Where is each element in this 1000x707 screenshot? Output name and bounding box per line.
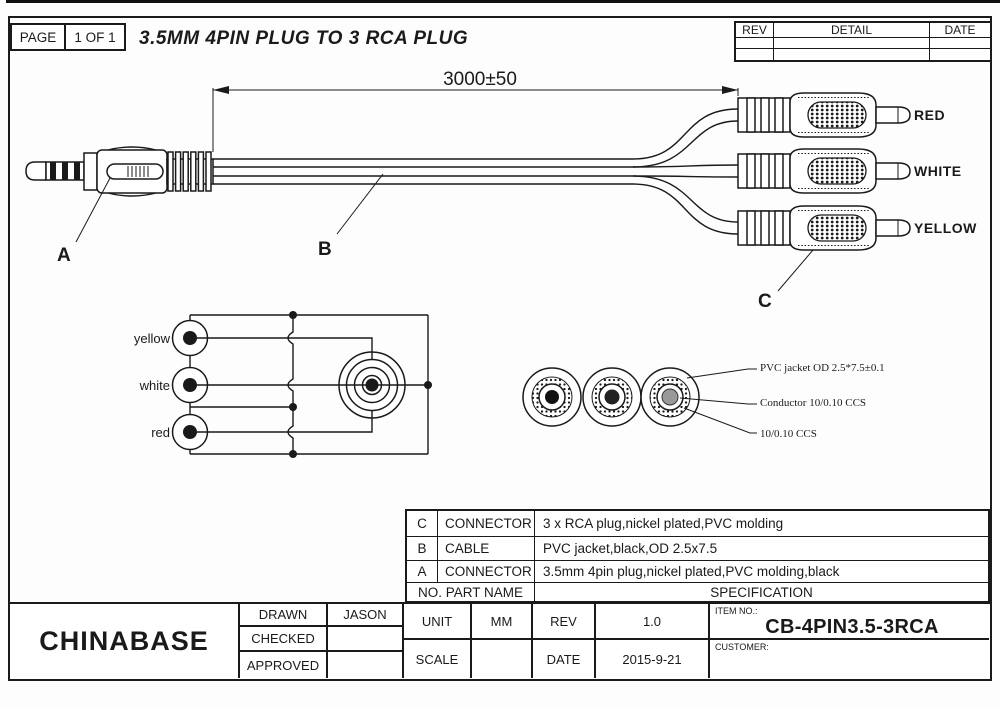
checked-value (328, 627, 404, 652)
part-spec: 3.5mm 4pin plug,nickel plated,PVC molding,black (535, 561, 988, 583)
customer-label: CUSTOMER: (715, 642, 769, 652)
schematic-label-yellow: yellow (133, 331, 170, 346)
rev-label: REV (533, 604, 596, 640)
checked-label: CHECKED (240, 627, 328, 652)
page-value: 1 OF 1 (74, 29, 116, 45)
rca-label-white: WHITE (914, 163, 962, 179)
note-pvc-jacket: PVC jacket OD 2.5*7.5±0.1 (760, 362, 885, 374)
rev-cell (736, 49, 774, 60)
rca-label-yellow: YELLOW (914, 220, 977, 236)
company-name: CHINABASE (10, 604, 240, 678)
detail-header: DETAIL (774, 23, 930, 38)
page-number-box (10, 23, 126, 51)
date-label: DATE (533, 640, 596, 678)
part-name: CABLE (438, 537, 535, 561)
date-cell (930, 38, 990, 49)
part-name: CONNECTOR (438, 511, 535, 537)
revision-table (734, 21, 992, 62)
unit-label: UNIT (404, 604, 472, 640)
part-name: CONNECTOR (438, 561, 535, 583)
callout-a: A (57, 245, 71, 266)
rev-header: REV (736, 23, 774, 38)
item-no-label: ITEM NO.: (715, 606, 758, 616)
length-dimension: 3000±50 (443, 69, 517, 90)
top-edge-bar (6, 0, 1000, 3)
customer-cell (710, 640, 989, 678)
detail-cell (774, 49, 930, 60)
approved-label: APPROVED (240, 652, 328, 678)
approved-value (328, 652, 404, 678)
spec-table-header-no-part: NO. PART NAME (407, 583, 535, 601)
date-header: DATE (930, 23, 990, 38)
callout-b: B (318, 239, 332, 260)
note-conductor: Conductor 10/0.10 CCS (760, 397, 867, 409)
note-shield: 10/0.10 CCS (760, 428, 817, 440)
scale-value (472, 640, 533, 678)
parts-spec-table (405, 509, 990, 603)
part-no: A (407, 561, 438, 583)
rca-label-red: RED (914, 107, 946, 123)
rev-value: 1.0 (596, 604, 710, 640)
drawn-value: JASON (328, 604, 404, 627)
rev-cell (736, 38, 774, 49)
schematic-label-red: red (151, 425, 170, 440)
callout-c: C (758, 291, 772, 312)
part-spec: PVC jacket,black,OD 2.5x7.5 (535, 537, 988, 561)
schematic-label-white: white (139, 378, 170, 393)
part-no: C (407, 511, 438, 537)
date-value: 2015-9-21 (596, 640, 710, 678)
title-block (8, 602, 992, 681)
part-no: B (407, 537, 438, 561)
scale-label: SCALE (404, 640, 472, 678)
item-no-value: CB-4PIN3.5-3RCA (765, 616, 939, 638)
page-title: 3.5MM 4PIN PLUG TO 3 RCA PLUG (139, 28, 469, 49)
detail-cell (774, 38, 930, 49)
date-cell (930, 49, 990, 60)
unit-value: MM (472, 604, 533, 640)
item-no-cell (710, 604, 989, 640)
part-spec: 3 x RCA plug,nickel plated,PVC molding (535, 511, 988, 537)
spec-table-header-spec: SPECIFICATION (710, 584, 813, 600)
page-label: PAGE (12, 25, 66, 49)
drawn-label: DRAWN (240, 604, 328, 627)
